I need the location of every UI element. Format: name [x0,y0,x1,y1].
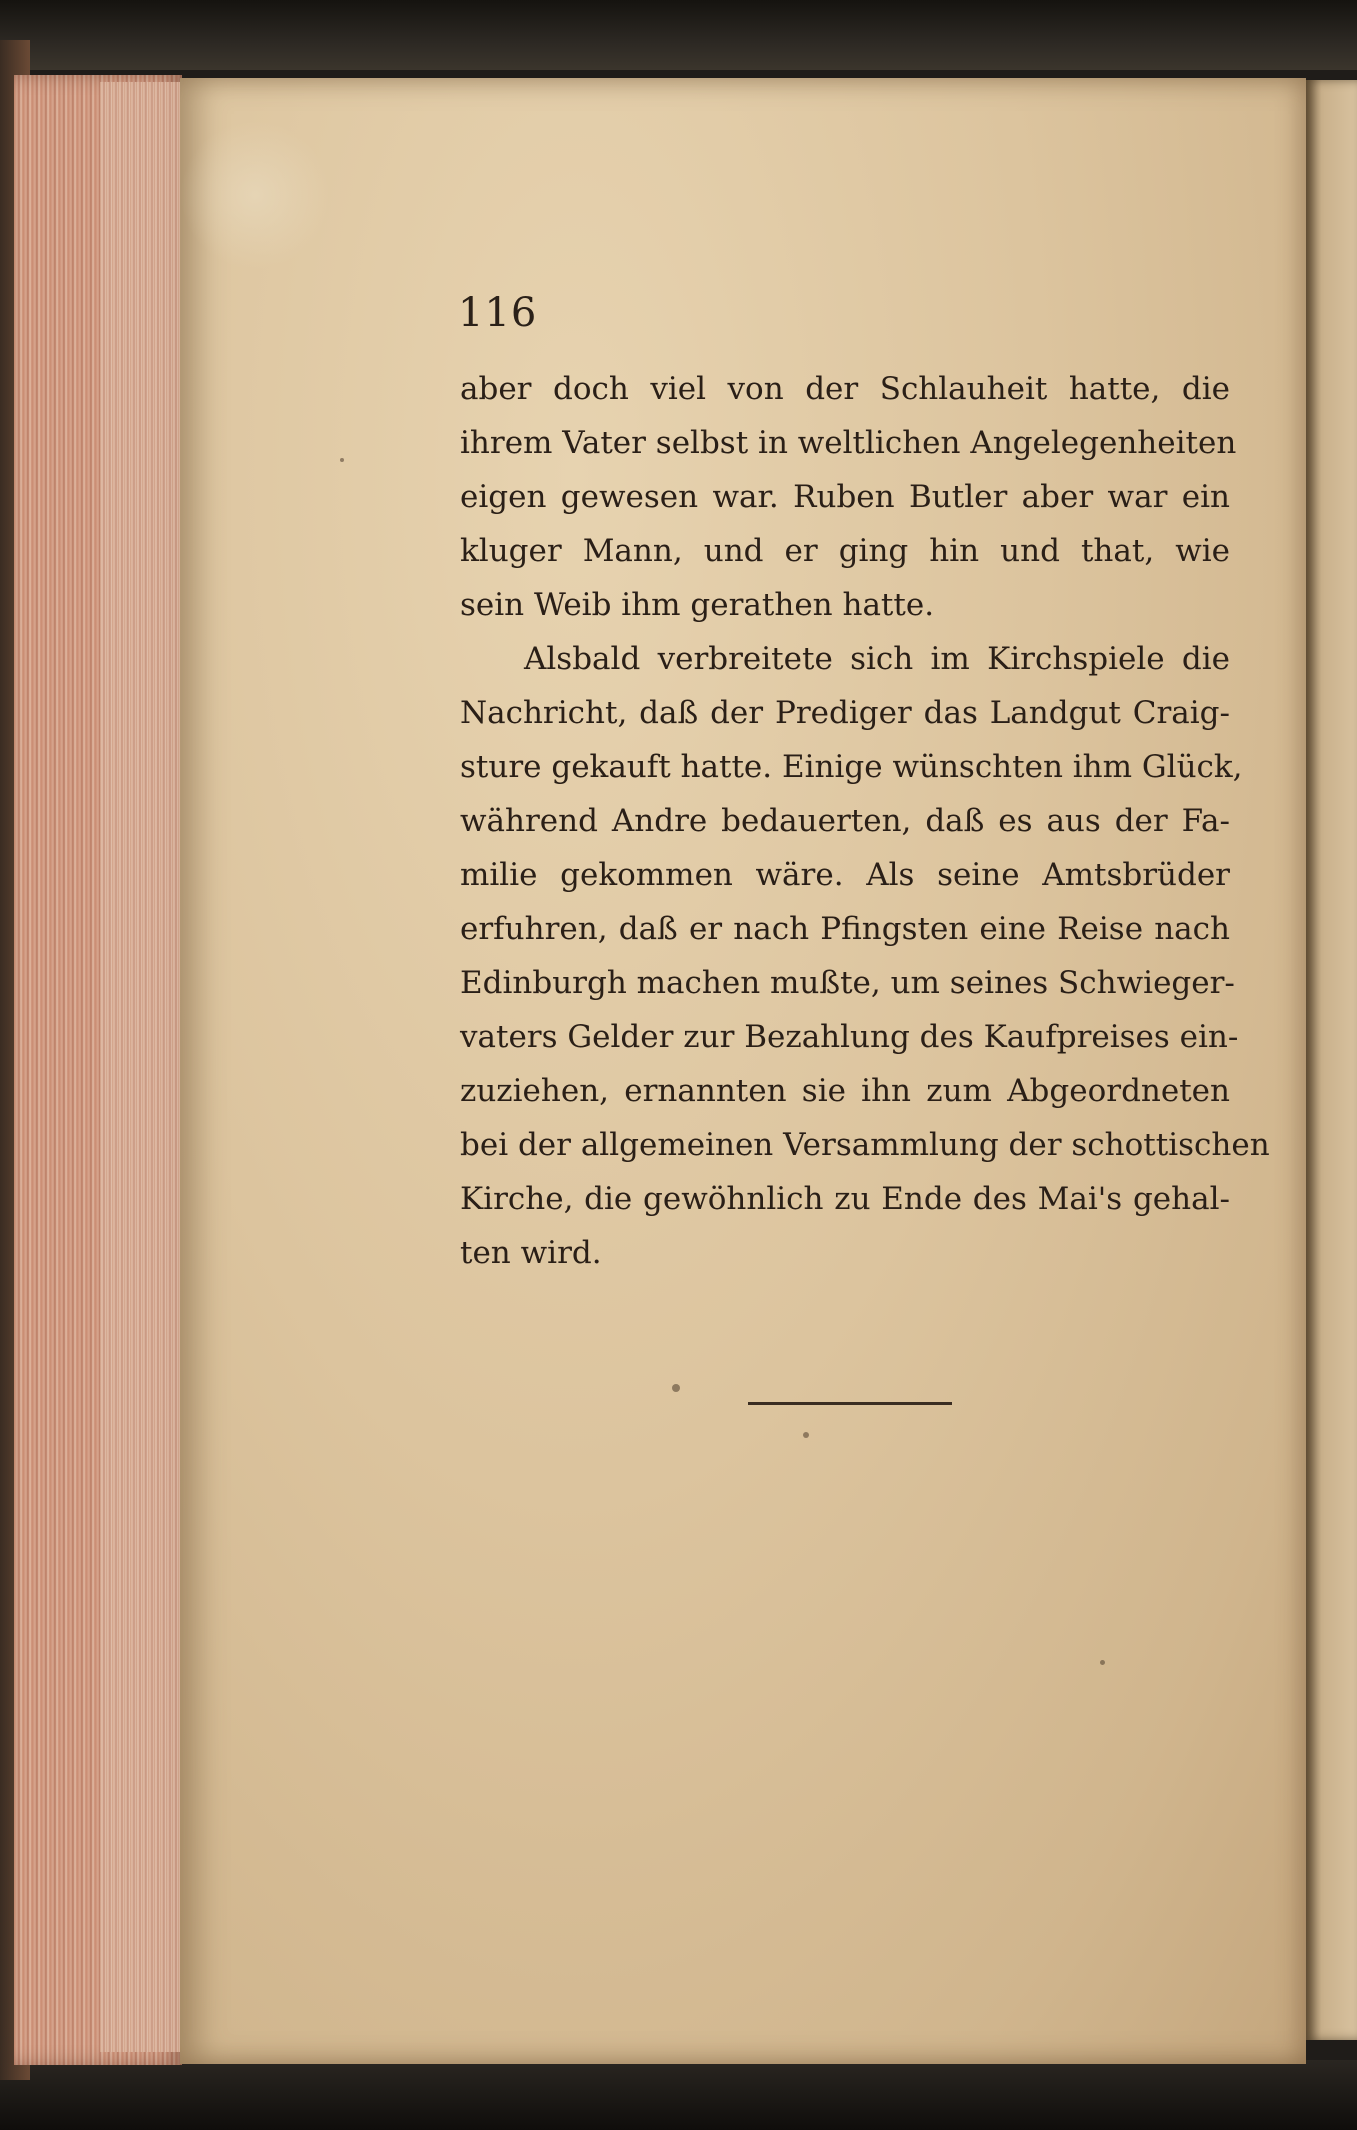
text-line: vaters Gelder zur Bezahlung des Kaufpreises ein- [460,1019,1239,1055]
page-number: 116 [458,290,538,336]
text-line: eigen gewesen war. Ruben Butler aber war ein [460,479,1230,515]
text-line: sein Weib ihm gerathen hatte. [460,587,935,623]
text-line: erfuhren, daß er nach Pfingsten eine Reise nach [460,911,1230,947]
end-rule [748,1402,952,1405]
body-text [460,362,1270,1280]
paper-speck [803,1432,809,1438]
text-line: sture gekauft hatte. Einige wünschten ihm Glück, [460,749,1243,785]
paper-speck [672,1384,680,1392]
page-stack-inner [100,82,182,2052]
text-line: Edinburgh machen mußte, um seines Schwieger- [460,965,1235,1001]
text-line: bei der allgemeinen Versammlung der schottischen [460,1127,1270,1163]
paper-speck [340,458,344,462]
text-line: aber doch viel von der Schlauheit hatte, die [460,371,1230,407]
text-line: Kirche, die gewöhnlich zu Ende des Mai's gehal- [460,1181,1230,1217]
scan-backdrop-bottom [0,2060,1357,2130]
paper-stain [180,120,330,270]
text-line: Nachricht, daß der Prediger das Landgut Craig- [460,695,1230,731]
paragraph-start-line: Alsbald verbreitete sich im Kirchspiele die [524,641,1230,677]
text-line: ten wird. [460,1235,602,1271]
text-line: zuziehen, ernannten sie ihn zum Abgeordneten [460,1073,1230,1109]
text-line: kluger Mann, und er ging hin und that, wie [460,533,1230,569]
text-line: ihrem Vater selbst in weltlichen Angelegenheiten [460,425,1237,461]
paper-speck [1100,1660,1105,1665]
facing-page-edge [1306,80,1357,2040]
text-line: während Andre bedauerten, daß es aus der Fa- [460,803,1230,839]
scan-backdrop-top [0,0,1357,70]
text-line: milie gekommen wäre. Als seine Amtsbrüder [460,857,1230,893]
